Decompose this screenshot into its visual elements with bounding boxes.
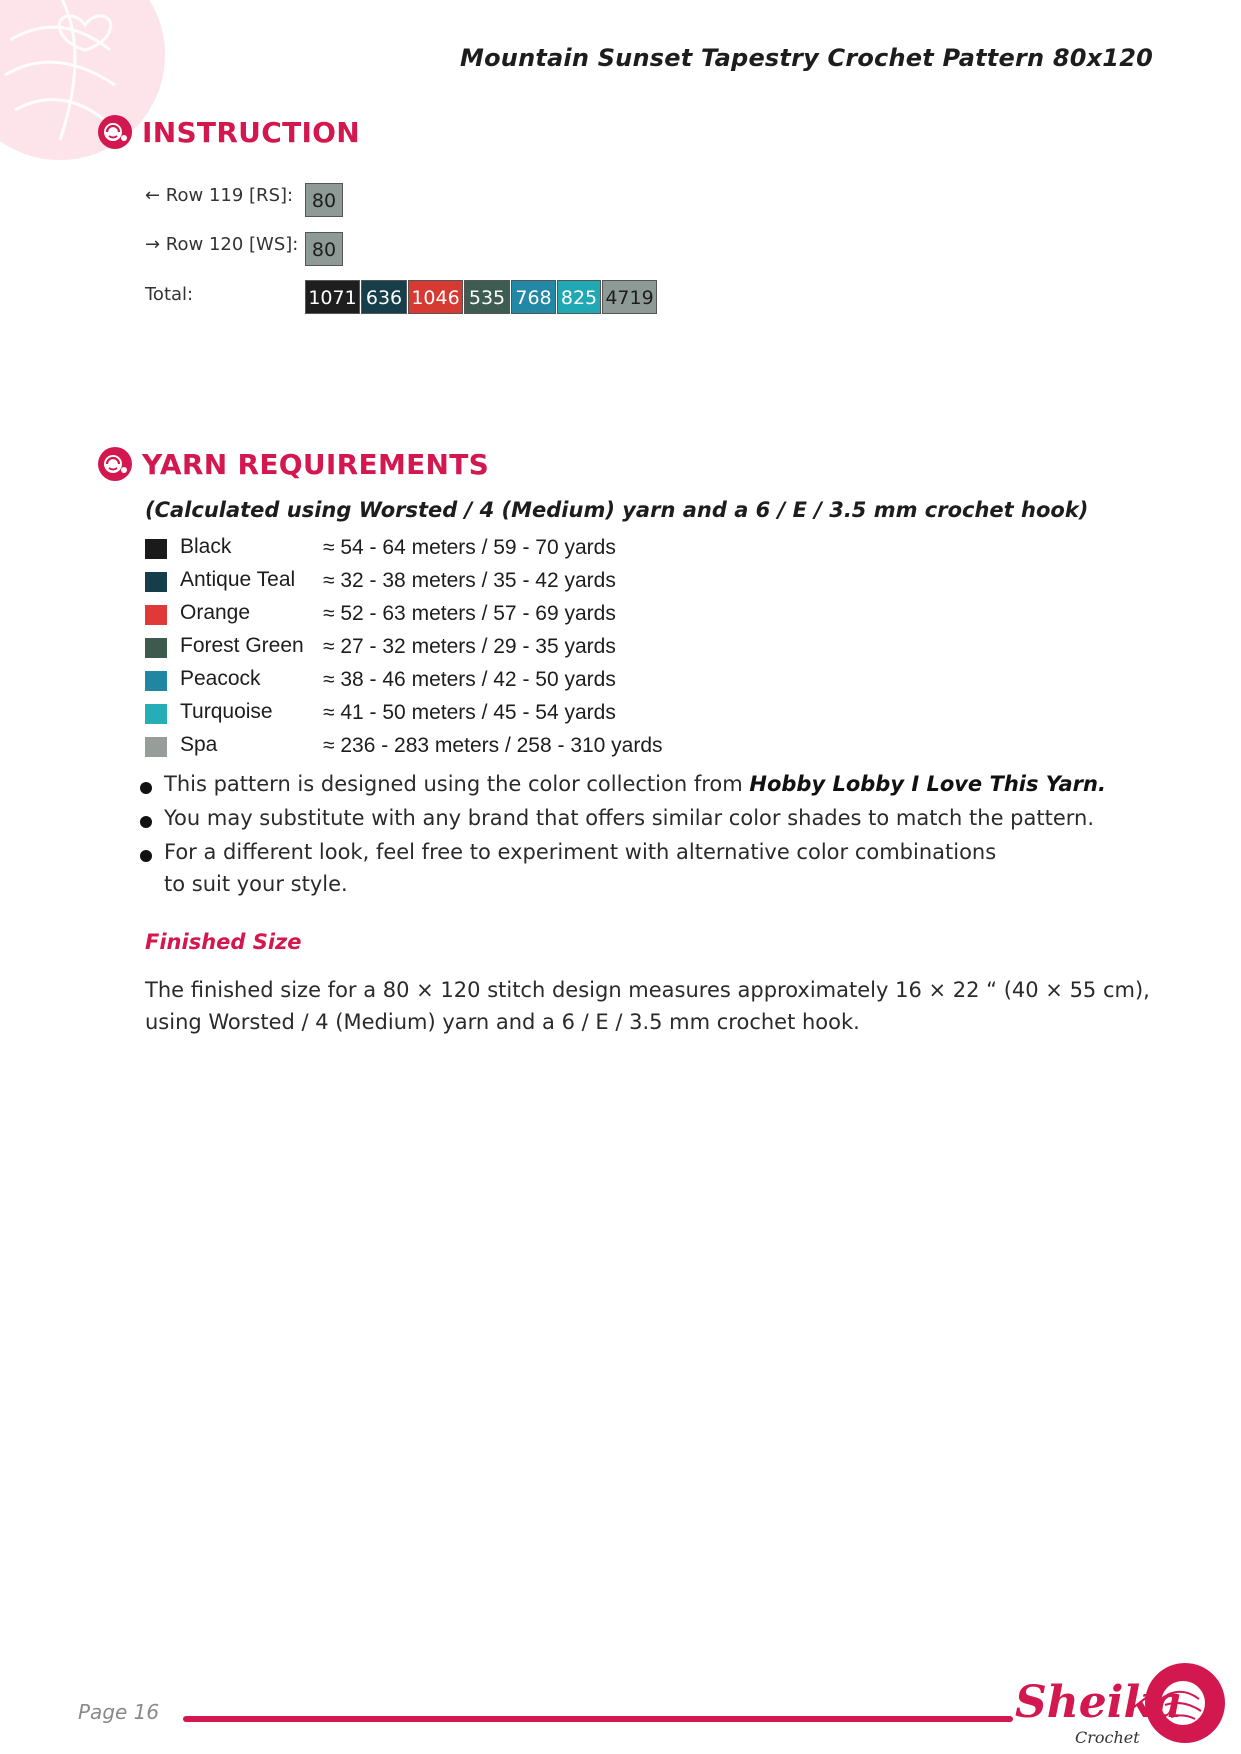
row-119-cell: 80 <box>305 183 343 217</box>
yarn-item <box>145 535 845 565</box>
total-cell-orange: 1046 <box>408 280 463 314</box>
sheika-crochet-logo <box>1015 1655 1225 1750</box>
yarn-amount: ≈ 41 - 50 meters / 45 - 54 yards <box>323 701 616 724</box>
finished-size-text-line2: using Worsted / 4 (Medium) yarn and a 6 / E / 3.5 mm crochet hook. <box>145 1010 860 1034</box>
yarn-name: Orange <box>180 601 251 624</box>
sheika-badge-icon <box>97 446 133 482</box>
yarn-item <box>145 700 845 730</box>
color-swatch <box>145 737 167 757</box>
finished-size-heading: Finished Size <box>145 930 302 954</box>
yarn-item <box>145 634 845 664</box>
logo-brand-text: Sheika <box>1015 1677 1183 1728</box>
yarn-calculation-note: (Calculated using Worsted / 4 (Medium) yarn and a 6 / E / 3.5 mm crochet hook) <box>145 498 1089 522</box>
bullet-text: to suit your style. <box>164 872 348 896</box>
page-number: Page 16 <box>78 1700 160 1724</box>
color-swatch <box>145 539 167 559</box>
yarn-amount: ≈ 52 - 63 meters / 57 - 69 yards <box>323 602 616 625</box>
instruction-heading-text: INSTRUCTION <box>142 115 361 149</box>
yarn-name: Peacock <box>180 667 261 690</box>
yarn-amount: ≈ 54 - 64 meters / 59 - 70 yards <box>323 536 616 559</box>
yarn-name: Turquoise <box>180 700 273 723</box>
finished-size-text-line1: The finished size for a 80 × 120 stitch design measures approximately 16 × 22 “ (40 × 55 cm), <box>145 978 1150 1002</box>
yarn-amount: ≈ 27 - 32 meters / 29 - 35 yards <box>323 635 616 658</box>
color-swatch <box>145 704 167 724</box>
yarn-item <box>145 601 845 631</box>
yarn-requirements-heading-text: YARN REQUIREMENTS <box>142 447 490 481</box>
row-120-cell: 80 <box>305 232 343 266</box>
yarn-amount: ≈ 236 - 283 meters / 258 - 310 yards <box>323 734 663 757</box>
bullet-text: This pattern is designed using the color collection from Hobby Lobby I Love This Yarn. <box>164 772 1106 796</box>
color-swatch <box>145 572 167 592</box>
logo-sub-text: Crochet <box>1075 1728 1140 1747</box>
footer-divider <box>183 1716 1013 1722</box>
yarn-name: Antique Teal <box>180 568 296 591</box>
yarn-item <box>145 568 845 598</box>
yarn-item <box>145 667 845 697</box>
brand-name: Hobby Lobby I Love This Yarn. <box>749 772 1106 796</box>
yarn-requirements-heading <box>97 446 489 482</box>
bullet-dot <box>140 816 152 828</box>
yarn-amount: ≈ 38 - 46 meters / 42 - 50 yards <box>323 668 616 691</box>
total-cell-antique-teal: 636 <box>361 280 407 314</box>
document-title: Mountain Sunset Tapestry Crochet Pattern 80x120 <box>460 44 1153 72</box>
yarn-name: Forest Green <box>180 634 304 657</box>
sheika-badge-icon <box>97 114 133 150</box>
bullet-text: You may substitute with any brand that offers similar color shades to match the pattern. <box>164 806 1094 830</box>
row-120-label: → Row 120 [WS]: <box>145 234 299 255</box>
total-cell-black: 1071 <box>305 280 360 314</box>
color-swatch <box>145 638 167 658</box>
bullet-text: For a different look, feel free to experiment with alternative color combinations <box>164 840 997 864</box>
instruction-heading <box>97 114 360 150</box>
row-119-label: ← Row 119 [RS]: <box>145 185 294 206</box>
yarn-name: Black <box>180 535 232 558</box>
total-cell-forest-green: 535 <box>464 280 510 314</box>
yarn-amount: ≈ 32 - 38 meters / 35 - 42 yards <box>323 569 616 592</box>
total-cell-turquoise: 825 <box>557 280 601 314</box>
color-swatch <box>145 671 167 691</box>
total-label: Total: <box>145 284 194 305</box>
bullet-dot <box>140 850 152 862</box>
total-cell-peacock: 768 <box>511 280 556 314</box>
total-cell-spa: 4719 <box>602 280 657 314</box>
color-swatch <box>145 605 167 625</box>
bullet-dot <box>140 782 152 794</box>
yarn-item <box>145 733 845 763</box>
yarn-name: Spa <box>180 733 218 756</box>
